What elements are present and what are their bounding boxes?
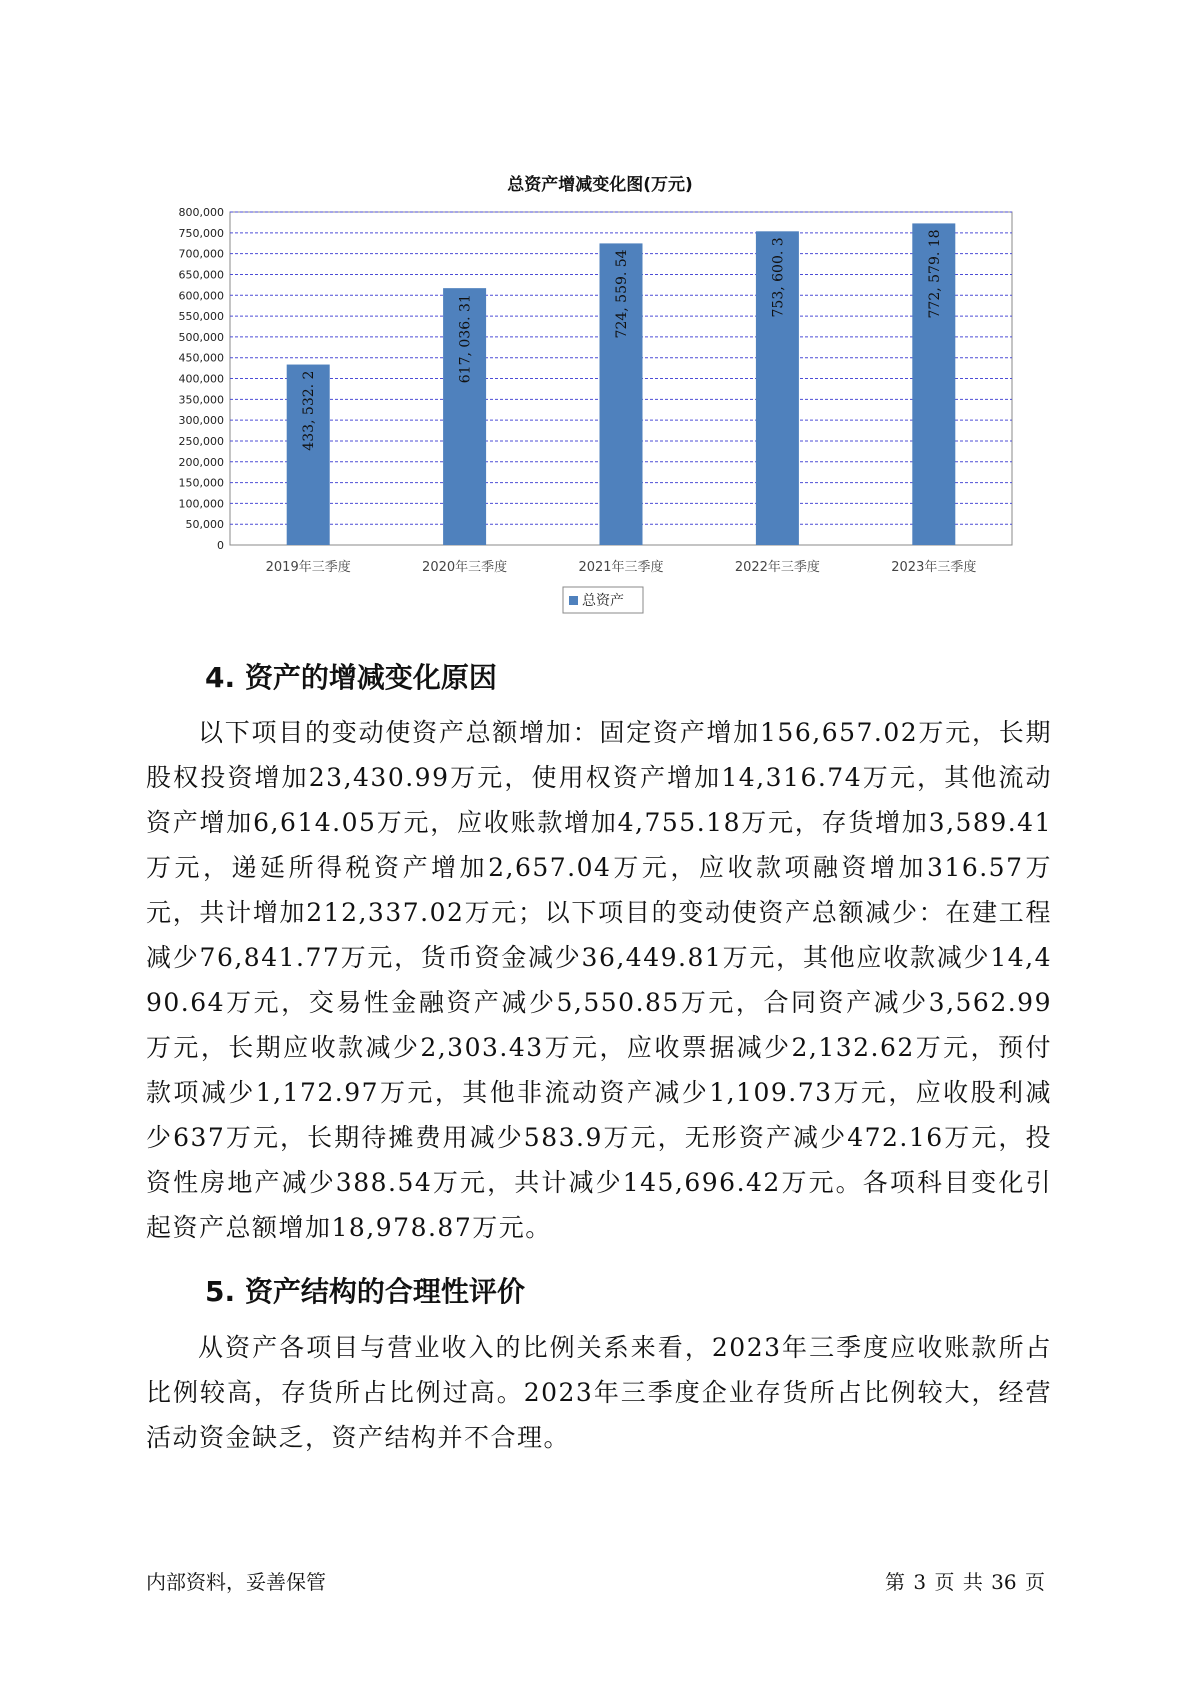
x-tick-label: 2020年三季度 <box>422 560 508 575</box>
legend-swatch <box>569 596 578 605</box>
y-tick-label: 650,000 <box>178 268 224 282</box>
bar-data-label: 724, 559. 54 <box>614 249 630 339</box>
y-tick-label: 100,000 <box>178 497 224 511</box>
footer-confidential-note: 内部资料，妥善保管 <box>146 1570 326 1594</box>
section4-heading: 4. 资产的增减变化原因 <box>205 661 497 694</box>
chart-canvas <box>0 0 1191 640</box>
bar-data-label: 753, 600. 3 <box>770 237 787 318</box>
y-tick-label: 400,000 <box>178 372 224 386</box>
bar-data-label: 772, 579. 18 <box>926 229 943 319</box>
section5-paragraph: 从资产各项目与营业收入的比例关系来看，2023年三季度应收账款所占比例较高，存货所占比例过高。2023年三季度企业存货所占比例较大，经营活动资金缺乏，资产结构并不合理。 <box>146 1333 1052 1452</box>
bar-data-label: 617, 036. 31 <box>457 294 474 384</box>
legend-label: 总资产 <box>582 593 624 609</box>
y-tick-label: 700,000 <box>178 247 224 261</box>
y-tick-label: 600,000 <box>178 289 224 303</box>
y-tick-label: 300,000 <box>178 414 224 428</box>
y-tick-label: 50,000 <box>185 518 224 532</box>
footer-page-number: 第 3 页 共 36 页 <box>885 1570 1045 1594</box>
y-tick-label: 350,000 <box>178 393 224 407</box>
y-tick-label: 550,000 <box>178 310 224 324</box>
y-tick-label: 450,000 <box>178 351 224 365</box>
x-tick-label: 2019年三季度 <box>265 560 351 575</box>
y-tick-label: 200,000 <box>178 455 224 469</box>
total-assets-chart <box>0 0 1191 640</box>
x-tick-label: 2021年三季度 <box>578 560 664 575</box>
y-tick-label: 150,000 <box>178 476 224 490</box>
chart-title: 总资产增减变化图(万元) <box>507 175 693 195</box>
y-tick-label: 750,000 <box>178 226 224 240</box>
y-tick-label: 0 <box>217 539 224 552</box>
bar-data-label: 433, 532. 2 <box>301 370 318 451</box>
y-tick-label: 250,000 <box>178 434 224 448</box>
section5-heading: 5. 资产结构的合理性评价 <box>205 1275 525 1308</box>
y-tick-label: 500,000 <box>178 330 224 344</box>
section4-paragraph: 以下项目的变动使资产总额增加：固定资产增加156,657.02万元，长期股权投资增加23,430.99万元，使用权资产增加14,316.74万元，其他流动资产增加6,614.05万元，应收账款增加4,755.18万元，存货增加3,589.41万元，递延所得税资产增加2,657.04万元，应收款项融资增加316.57万元，共计增加212,337.02万元；以下项目的变动使资产总额减少：在建工程减少76,841.77万元，货币资金减少36,449.81万元，其他应收款减少14,490.64万元，交易性金融资产减少5,550.85万元，合同资产减少3,562.99万元，长期应收款减少2,303.43万元，应收票据减少2,132.62万元，预付款项减少1,172.97万元，其他非流动资产减少1,109.73万元，应收股利减少637万元，长期待摊费用减少583.9万元，无形资产减少472.16万元，投资性房地产减少388.54万元，共计减少145,696.42万元。各项科目变化引起资产总额增加18,978.87万元。 <box>146 718 1052 1242</box>
y-tick-label: 800,000 <box>178 206 224 219</box>
x-tick-label: 2022年三季度 <box>734 560 820 575</box>
x-tick-label: 2023年三季度 <box>891 560 977 575</box>
